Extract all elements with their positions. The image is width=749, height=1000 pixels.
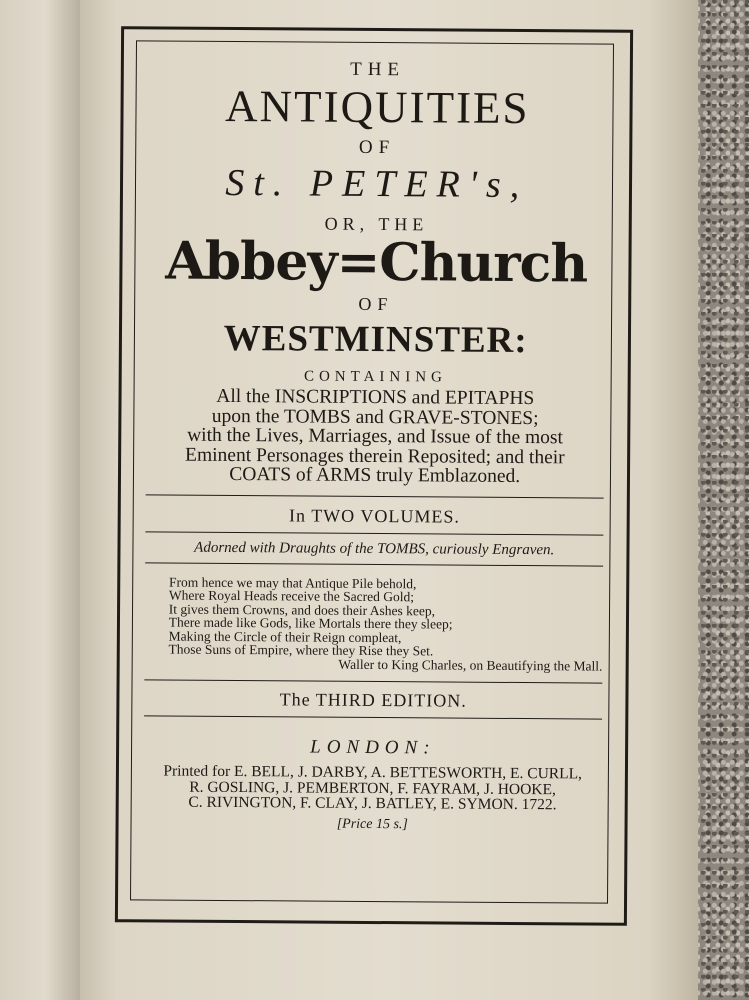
price-note: [Price 15 s.] — [336, 816, 408, 832]
divider-rule — [145, 531, 603, 535]
verse-line: Where Royal Heads receive the Sacred Gold; — [168, 587, 415, 605]
verse-line: From hence we may that Antique Pile behold, — [168, 574, 417, 591]
description-line: with the Lives, Marriages, and Issue of the most — [187, 424, 564, 449]
verse-line: Those Suns of Empire, where they Rise they Set. — [168, 641, 434, 659]
description-line: upon the TOMBS and GRAVE-STONES; — [211, 405, 539, 429]
description-line: Eminent Personages therein Reposited; and their — [185, 444, 565, 468]
countertop-background — [690, 0, 749, 1000]
imprint-city: LONDON: — [310, 736, 436, 759]
title-antiquities: ANTIQUITIES — [224, 80, 530, 134]
imprint-line: R. GOSLING, J. PEMBERTON, F. FAYRAM, J. HOOKE, — [189, 778, 556, 798]
facing-page-edge — [0, 0, 82, 1000]
title-st-peters: St. PETER's, — [225, 161, 529, 207]
edition-note: The THIRD EDITION. — [279, 689, 467, 711]
verse-attribution: Waller to King Charles, on Beautifying the Mall. — [338, 656, 603, 674]
divider-rule — [144, 715, 602, 719]
verse-line: Making the Circle of their Reign compleat, — [168, 628, 402, 645]
volumes-note: In TWO VOLUMES. — [288, 504, 460, 527]
title-of-2: OF — [358, 293, 394, 315]
verse-line: It gives them Crowns, and does their Ashes keep, — [168, 601, 436, 618]
imprint-line: C. RIVINGTON, F. CLAY, J. BATLEY, E. SYMON. 1722. — [188, 793, 557, 814]
title-or-the: OR, THE — [324, 213, 429, 235]
imprint-line: Printed for E. BELL, J. DARBY, A. BETTESWORTH, E. CURLL, — [163, 762, 583, 783]
title-of: OF — [358, 136, 396, 159]
description-block — [140, 386, 611, 487]
title-the: THE — [350, 58, 406, 81]
subtitle-containing: CONTAINING — [303, 368, 447, 386]
divider-rule — [144, 679, 602, 683]
verse-block — [138, 575, 609, 673]
adorned-note: Adorned with Draughts of the TOMBS, curiously Engraven. — [194, 539, 555, 558]
divider-rule — [145, 562, 603, 566]
imprint-block — [137, 763, 607, 813]
divider-rule — [146, 494, 604, 498]
title-page-text — [137, 50, 612, 833]
title-westminster: WESTMINSTER: — [223, 317, 528, 362]
title-abbey-church: Abbey=Church — [165, 230, 588, 295]
description-line: All the INSCRIPTIONS and EPITAPHS — [216, 385, 535, 410]
verse-line: There made like Gods, like Mortals there they sleep; — [168, 614, 453, 632]
description-line: COATS of ARMS truly Emblazoned. — [229, 463, 521, 488]
